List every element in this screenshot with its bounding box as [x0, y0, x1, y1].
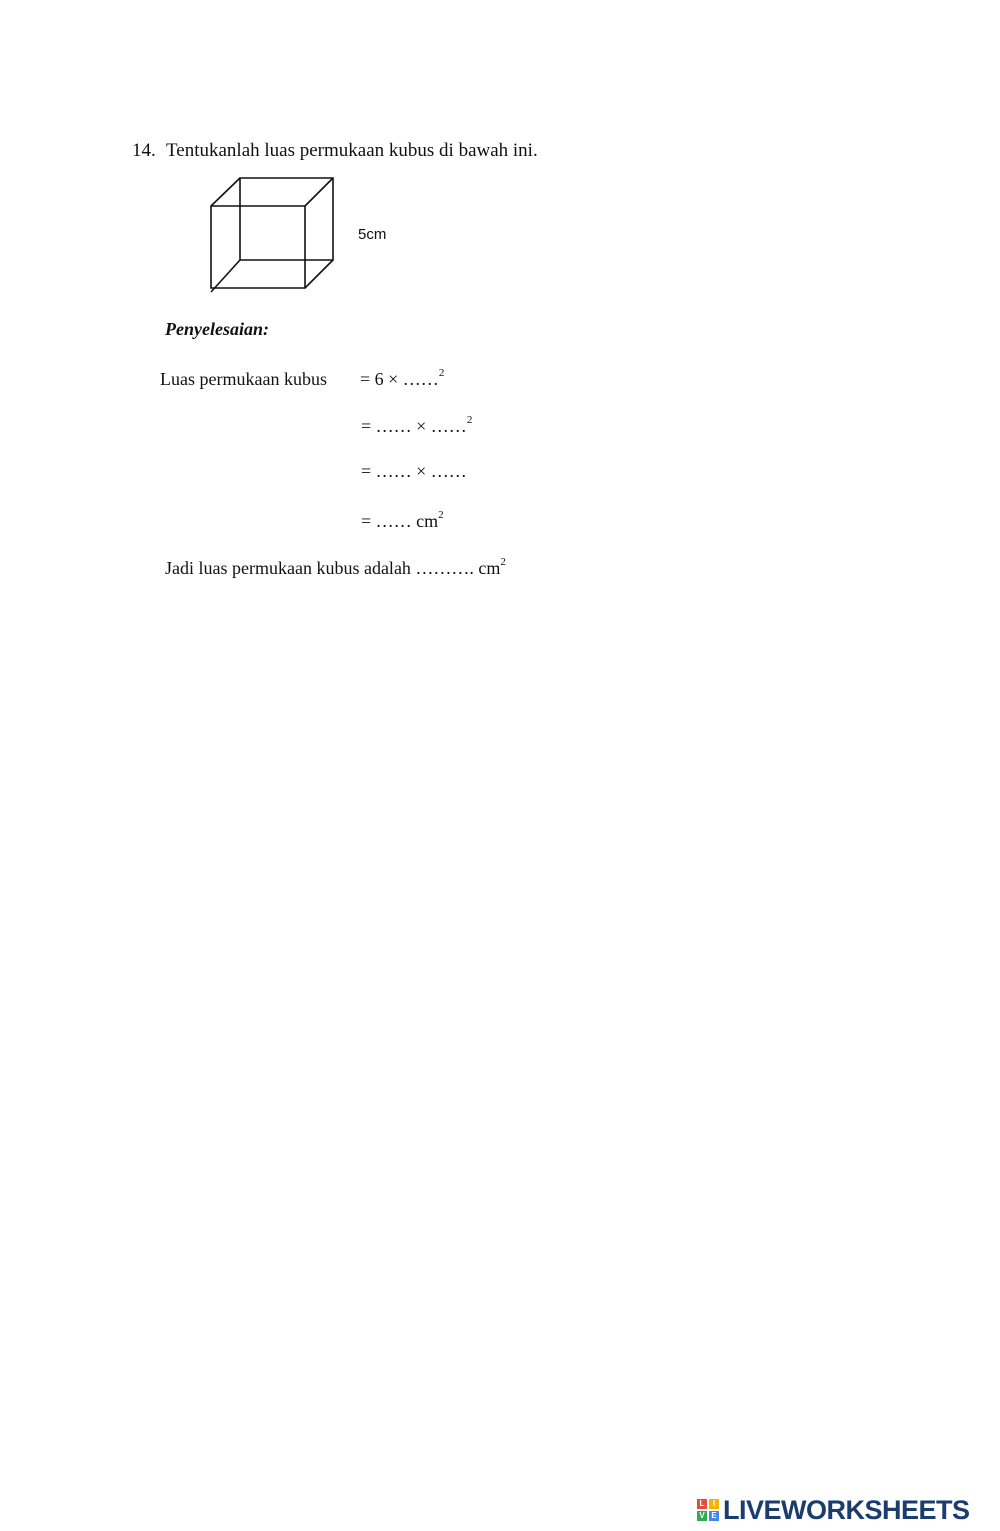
- superscript: 2: [438, 509, 444, 521]
- cube-edge: [305, 178, 333, 206]
- logo-tile: V: [697, 1511, 707, 1521]
- equation-line-4: [361, 509, 444, 532]
- conclusion-text: Jadi luas permukaan kubus adalah ………. cm: [165, 558, 501, 578]
- equation-line-2: [361, 414, 472, 437]
- logo-text: LIVEWORKSHEETS: [723, 1494, 970, 1525]
- solution-title: Penyelesaian:: [165, 319, 269, 339]
- equation-rhs: = 6 × ……: [360, 369, 439, 389]
- cube-side-label: 5cm: [358, 226, 387, 243]
- cube-back-face: [240, 178, 333, 260]
- question-number: 14.: [132, 140, 156, 161]
- equation-rhs: = …… × ……: [361, 416, 467, 436]
- logo-mark-icon: [697, 1499, 719, 1521]
- conclusion-line: [165, 556, 506, 579]
- logo-tile: E: [709, 1511, 719, 1521]
- cube-edge: [211, 178, 240, 206]
- superscript: 2: [500, 556, 506, 568]
- equation-line-3: [361, 461, 467, 482]
- logo-tile: I: [709, 1499, 719, 1509]
- question-prompt: Tentukanlah luas permukaan kubus di bawah ini.: [166, 140, 538, 161]
- liveworksheets-logo: [697, 1495, 970, 1525]
- equation-rhs: = …… × ……: [361, 461, 467, 481]
- logo-tile: L: [697, 1499, 707, 1509]
- equation-lhs: Luas permukaan kubus: [160, 369, 327, 389]
- equation-line-1: [160, 367, 444, 390]
- superscript: 2: [438, 367, 445, 379]
- cube-edge: [305, 260, 333, 288]
- question-text-line: [132, 140, 538, 162]
- cube-figure: [205, 172, 340, 297]
- equation-rhs: = …… cm: [361, 511, 439, 531]
- superscript: 2: [466, 414, 473, 426]
